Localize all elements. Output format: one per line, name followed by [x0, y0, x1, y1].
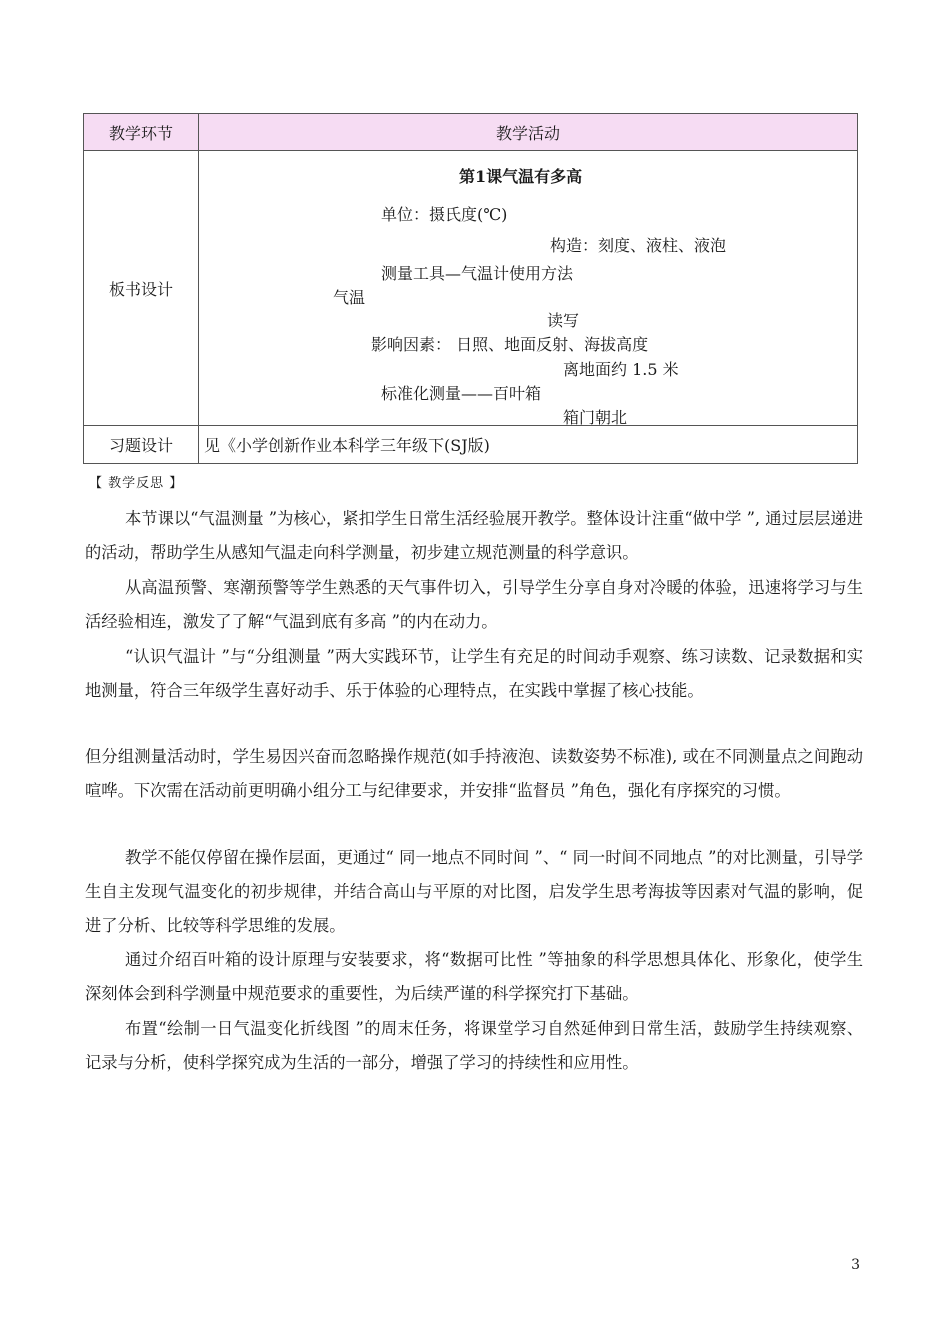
board-door: 箱门朝北 [563, 408, 628, 427]
lesson-table [83, 113, 858, 464]
board-design-cell [199, 151, 858, 426]
board-height: 离地面约 1.5 米 [563, 360, 679, 379]
board-structure: 构造：刻度、液柱、液泡 [550, 236, 727, 255]
reflection-paragraph-2: 从高温预警、寒潮预警等学生熟悉的天气事件切入，引导学生分享自身对冷暖的体验，迅速将学习与生活经验相连，激发了了解“气温到底有多高 ”的内在动力。 [85, 578, 863, 631]
board-reading: 读写 [547, 311, 580, 330]
page-number: 3 [851, 1257, 860, 1273]
board-tool: 测量工具—气温计使用方法 [381, 264, 574, 283]
board-standard: 标准化测量——百叶箱 [381, 384, 542, 403]
reflection-paragraph-3: “认识气温计 ”与“分组测量 ”两大实践环节，让学生有充足的时间动手观察、练习读数、记录数据和实地测量，符合三年级学生喜好动手、乐于体验的心理特点，在实践中掌握了核心技能。 [85, 647, 863, 700]
board-unit: 单位：摄氏度(℃) [381, 205, 508, 224]
reflection-paragraph-5: 教学不能仅停留在操作层面，更通过“ 同一地点不同时间 ”、“ 同一时间不同地点 ”的对比测量，引导学生自主发现气温变化的初步规律，并结合高山与平原的对比图，启发学生思考海拔等因素对气温的影响，促进了分析、比较等科学思维的发展。 [85, 848, 863, 935]
header-teaching-stage: 教学环节 [84, 114, 199, 151]
header-teaching-activity: 教学活动 [199, 114, 858, 151]
exercise-text: 见《小学创新作业本科学三年级下(SJ版) [199, 426, 858, 464]
board-design-label: 板书设计 [84, 151, 199, 426]
table-header-row [84, 114, 858, 151]
board-factors: 影响因素： 日照、地面反射、海拔高度 [371, 335, 649, 354]
board-title: 第1课气温有多高 [459, 167, 583, 186]
reflection-paragraph-1: 本节课以“气温测量 ”为核心，紧扣学生日常生活经验展开教学。整体设计注重“做中学 ”, 通过层层递进的活动，帮助学生从感知气温走向科学测量，初步建立规范测量的科学意识。 [85, 509, 863, 562]
reflection-title: 【 教学反思 】 [89, 476, 184, 491]
reflection-paragraph-7: 布置“绘制一日气温变化折线图 ”的周末任务，将课堂学习自然延伸到日常生活，鼓励学生持续观察、记录与分析，使科学探究成为生活的一部分，增强了学习的持续性和应用性。 [85, 1019, 863, 1072]
board-design-row [84, 151, 858, 426]
reflection-paragraph-4: 但分组测量活动时，学生易因兴奋而忽略操作规范(如手持液泡、读数姿势不标准), 或在不同测量点之间跑动喧哗。下次需在活动前更明确小组分工与纪律要求，并安排“监督员 ”角色，强化有序探究的习惯。 [85, 747, 863, 800]
exercise-label: 习题设计 [84, 426, 199, 464]
board-topic: 气温 [333, 288, 366, 307]
reflection-paragraph-6: 通过介绍百叶箱的设计原理与安装要求，将“数据可比性 ”等抽象的科学思想具体化、形象化，使学生深刻体会到科学测量中规范要求的重要性，为后续严谨的科学探究打下基础。 [85, 950, 863, 1003]
exercise-row [84, 426, 858, 464]
